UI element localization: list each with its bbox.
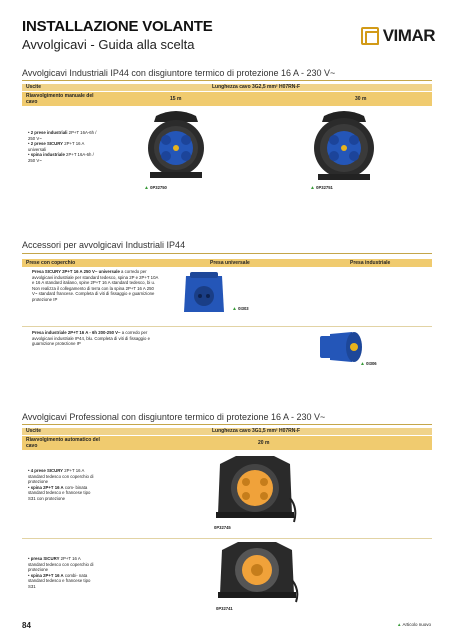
list-item: • spina 2P+T 16 A com- binata standard tedesco e francese tipo S31 con protezione (28, 484, 91, 501)
brand-mark-icon (361, 27, 379, 45)
product-code: ▲ 0I303 (232, 306, 249, 312)
page-title: INSTALLAZIONE VOLANTE (22, 18, 213, 35)
page-number: 84 (22, 621, 31, 630)
new-item-icon: ▲ (396, 622, 402, 627)
list-item: • presa SICURY 2P+T 16 A standard tedesco con coperchio di protezione (28, 556, 94, 572)
section3-row1-features (28, 468, 98, 501)
section1-title: Avvolgicavi Industriali IP44 con disgiuntore termico di protezione 16 A - 230 V~ (22, 68, 336, 78)
length-15m: 15 m (170, 96, 182, 102)
brand-name: VIMAR (382, 26, 435, 45)
col-cable-length: Lunghezza cavo 3G1,5 mm² H07RN-F (212, 428, 301, 434)
section1-features (28, 130, 98, 163)
page-subtitle: Avvolgicavi - Guida alla scelta (22, 37, 195, 52)
section3-row2-features (28, 556, 98, 589)
new-item-icon: ▲ (310, 185, 315, 191)
product-code: ▲ 0P32751 (310, 185, 333, 191)
list-item: • spina industriale 2P+T 16A-6h / 250 V~ (28, 152, 94, 163)
section2-header-row (22, 259, 432, 267)
new-article-legend: ▲ Articolo nuovo (396, 622, 431, 627)
col-cable-length: Lunghezza cavo 3G2,5 mm² H07RN-F (212, 84, 301, 90)
section3-header-row (22, 428, 432, 435)
product-code: ▲ 0I306 (360, 361, 377, 367)
new-item-icon: ▲ (144, 185, 149, 191)
col-universal-socket: Presa universale (210, 260, 250, 266)
list-item: • 2 prese SICURY 2P+T 16 A universali (28, 141, 85, 152)
industrial-socket-image (318, 326, 366, 366)
accessory-desc-universal: Presa SICURY 2P+T 16 A 250 V~ universale a corredo per avvolgicavi industriale per standard tedesco, spina 2P e 2P+T 10A e 16 A standard italiano, spine 2P+T 16 A standard tedesco, bi u. Non realizza il collegamento di terra con la spina 2P+T 16 A 250 V~ standard francese. Completa di viti di fissaggio e guarnizione protezione IP (32, 269, 159, 302)
row-divider (22, 326, 432, 327)
section1-header-row (22, 84, 432, 91)
list-item: • 2 prese industriali 2P+T 16A-6h / 250 V~ (28, 130, 97, 141)
section1-rule (22, 80, 432, 81)
universal-socket-image (180, 272, 228, 318)
section3-rule (22, 424, 432, 425)
col-outputs: Uscite (26, 428, 42, 434)
col-sockets-with-cover: Prese con coperchio (26, 260, 76, 266)
product-code: ▲ 0P32750 (144, 185, 167, 191)
section3-sub-row (22, 436, 432, 450)
rewind-type: Riavvolgimento manuale del cavo (26, 93, 94, 105)
section2-title: Accessori per avvolgicavi Industriali IP44 (22, 240, 186, 250)
industrial-reel-30m-image (310, 108, 378, 182)
professional-reel-4-sockets-image (212, 454, 298, 524)
col-industrial-socket: Presa industriale (350, 260, 391, 266)
industrial-reel-15m-image (142, 108, 210, 182)
rewind-type: Riavvolgimento automatico del cavo (26, 437, 100, 449)
product-code: 0P32741 (216, 606, 233, 611)
list-item: • spina 2P+T 16 A combi- nata standard tedesco e francese tipo S31 (28, 572, 91, 589)
new-item-icon: ▲ (360, 361, 365, 367)
section1-sub-row (22, 92, 432, 106)
section3-title: Avvolgicavi Professional con disgiuntore termico di protezione 16 A - 230 V~ (22, 412, 326, 422)
professional-reel-1-socket-image (214, 540, 300, 604)
length-20m: 20 m (258, 440, 270, 446)
new-item-icon: ▲ (232, 306, 237, 312)
list-item: • 4 prese SICURY 2P+T 16 A standard tedesco con coperchio di protezione (28, 468, 94, 484)
section2-rule (22, 253, 432, 254)
brand-logo (361, 26, 435, 46)
length-30m: 30 m (355, 96, 367, 102)
col-outputs: Uscite (26, 84, 42, 90)
accessory-desc-industrial: Presa industriale 2P+T 16 A - 6h 200-250 V~ a corredo per avvolgicavi industriale IP44, blu. Completa di viti di fissaggio e guarnizione protezione IP (32, 330, 150, 346)
product-code: 0P32745 (214, 525, 231, 530)
row-divider (22, 538, 432, 539)
